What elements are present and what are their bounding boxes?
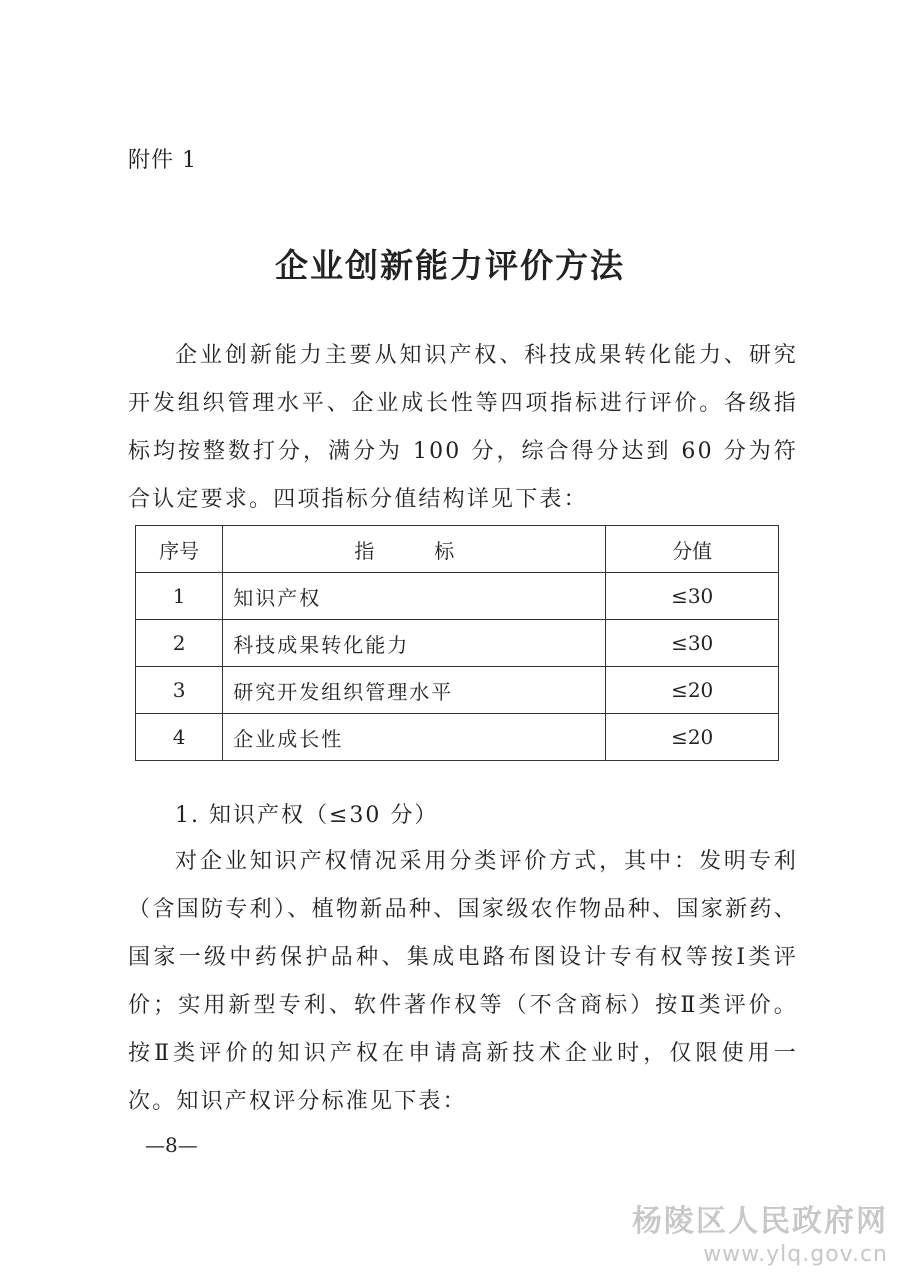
header-indicator: 指 标 [223, 526, 606, 573]
table-row [136, 620, 779, 667]
row-indicator: 企业成长性 [223, 714, 606, 761]
section-heading-ip: 1. 知识产权（≤30 分） [175, 803, 439, 828]
row-serial: 1 [136, 573, 223, 620]
page-number: —8— [145, 1133, 198, 1157]
score-structure-table [135, 525, 779, 761]
header-serial: 序号 [136, 526, 223, 573]
watermark-name: 杨陵区人民政府网 [632, 1204, 888, 1239]
row-score: ≤20 [606, 667, 779, 714]
row-score: ≤30 [606, 573, 779, 620]
row-score: ≤20 [606, 714, 779, 761]
row-indicator: 研究开发组织管理水平 [223, 667, 606, 714]
document-title: 企业创新能力评价方法 [275, 246, 625, 285]
row-serial: 3 [136, 667, 223, 714]
watermark-url: www.ylq.gov.cn [703, 1242, 888, 1267]
section-paragraph-ip: 对企业知识产权情况采用分类评价方式，其中：发明专利（含国防专利）、植物新品种、国家级农作物品种、国家新药、国家一级中药保护品种、集成电路布图设计专有权等按Ⅰ类评价；实用新型专利、软件著作权等（不含商标）按Ⅱ类评价。按Ⅱ类评价的知识产权在申请高新技术企业时，仅限使用一次。知识产权评分标准见下表： [128, 849, 798, 1114]
table-row [136, 667, 779, 714]
table-row [136, 573, 779, 620]
table-header-row [136, 526, 779, 573]
row-indicator: 知识产权 [223, 573, 606, 620]
table-row [136, 714, 779, 761]
row-indicator: 科技成果转化能力 [223, 620, 606, 667]
header-score: 分值 [606, 526, 779, 573]
row-serial: 2 [136, 620, 223, 667]
row-score: ≤30 [606, 620, 779, 667]
intro-paragraph: 企业创新能力主要从知识产权、科技成果转化能力、研究开发组织管理水平、企业成长性等四项指标进行评价。各级指标均按整数打分，满分为 100 分，综合得分达到 60 分为符合认定要求。四项指标分值结构详见下表： [128, 343, 798, 512]
attachment-label: 附件 1 [128, 148, 197, 173]
row-serial: 4 [136, 714, 223, 761]
watermark [632, 1196, 888, 1267]
